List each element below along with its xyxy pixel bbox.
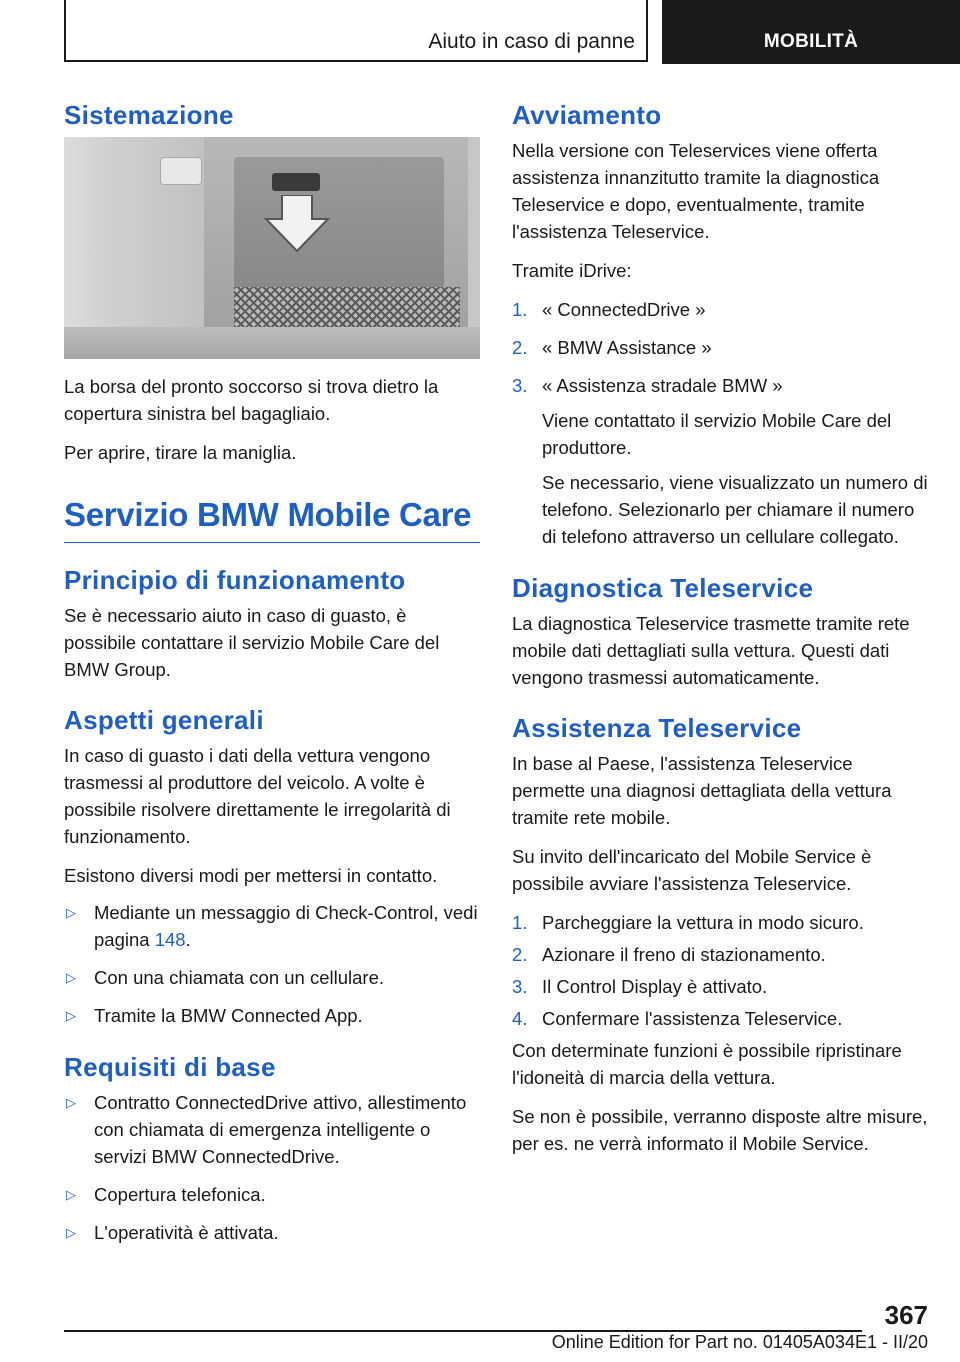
list-item: 2. Azionare il freno di stazionamento. [512,944,826,965]
list-item: 3. Il Control Display è attivato. [512,976,768,997]
paragraph: La diagnostica Teleservice trasmette tramite rete mobile dati dettagliati sulla vettura. Questi dati vengono trasmessi automaticamente. [512,613,910,688]
list-item: ▷ Mediante un messaggio di Check-Control, vedi pagina 148. [64,899,480,953]
chapter-tab: MOBILITÀ [662,0,960,64]
heading-principio: Principio di funzionamento [64,565,406,595]
list-item: ▷ Copertura telefonica. [64,1181,480,1208]
requirements-list [64,1089,480,1246]
list-item: 1. Parcheggiare la vettura in modo sicuro. [512,912,864,933]
list-item: 3. « Assistenza stradale BMW » Viene contattato il servizio Mobile Care del produttore. Se necessario, viene visualizzato un numero di telefono. Selezionarlo per chiamare il numero di telefono attraverso un cellulare collegato. [512,375,928,547]
heading-diagnostica: Diagnostica Teleservice [512,573,814,603]
paragraph: Per aprire, tirare la maniglia. [64,442,297,463]
triangle-bullet-icon: ▷ [66,970,76,985]
heading-servizio: Servizio BMW Mobile Care [64,496,480,543]
heading-sistemazione: Sistemazione [64,100,234,130]
paragraph: In base al Paese, l'assistenza Teleservice permette una diagnosi dettagliata della vettura tramite rete mobile. [512,753,892,828]
left-column [64,100,480,1257]
heading-avviamento: Avviamento [512,100,662,130]
page-link[interactable]: 148 [154,929,186,950]
list-item: 1. « ConnectedDrive » [512,299,706,320]
paragraph: Se non è possibile, verranno disposte altre misure, per es. ne verrà informato il Mobile Service. [512,1106,928,1154]
paragraph: Tramite iDrive: [512,260,632,281]
list-item: 4. Confermare l'assistenza Teleservice. [512,1008,843,1029]
latch-icon [160,157,202,185]
paragraph: La borsa del pronto soccorso si trova dietro la copertura sinistra bel bagagliaio. [64,376,439,424]
paragraph: Nella versione con Teleservices viene offerta assistenza innanzitutto tramite la diagnostica Teleservice e dopo, eventualmente, tramite l'assistenza Teleservice. [512,140,880,242]
section-title: Aiuto in caso di panne [428,30,635,53]
triangle-bullet-icon: ▷ [66,905,76,920]
paragraph: Se è necessario aiuto in caso di guasto, è possibile contattare il servizio Mobile Care del BMW Group. [64,605,440,680]
triangle-bullet-icon: ▷ [66,1225,76,1240]
paragraph: Su invito dell'incaricato del Mobile Service è possibile avviare l'assistenza Teleservice. [512,846,872,894]
contact-methods-list [64,899,480,1029]
paragraph: Esistono diversi modi per mettersi in contatto. [64,865,438,886]
heading-aspetti: Aspetti generali [64,705,264,735]
handle-icon [272,173,320,191]
triangle-bullet-icon: ▷ [66,1187,76,1202]
list-item: ▷ Tramite la BMW Connected App. [64,1002,480,1029]
list-item: ▷ Contratto ConnectedDrive attivo, allestimento con chiamata di emergenza intelligente o servizi BMW ConnectedDrive. [64,1089,480,1170]
triangle-bullet-icon: ▷ [66,1008,76,1023]
right-column [512,100,928,1157]
edition-note: Online Edition for Part no. 01405A034E1 - II/20 [551,1332,928,1352]
heading-requisiti: Requisiti di base [64,1052,276,1082]
net-icon [234,287,460,327]
heading-assistenza: Assistenza Teleservice [512,713,802,743]
paragraph: In caso di guasto i dati della vettura vengono trasmessi al produttore del veicolo. A volte è possibile risolvere direttamente le irregolarità di funzionamento. [64,745,451,847]
page-number: 367 [884,1300,928,1330]
triangle-bullet-icon: ▷ [66,1095,76,1110]
assistenza-steps [512,909,928,1032]
paragraph: Con determinate funzioni è possibile ripristinare l'idoneità di marcia della vettura. [512,1040,902,1088]
list-item: ▷ Con una chiamata con un cellulare. [64,964,480,991]
avviamento-steps [512,296,928,550]
list-item: ▷ L'operatività è attivata. [64,1219,480,1246]
list-item: 2. « BMW Assistance » [512,337,712,358]
arrow-down-icon [262,195,332,255]
first-aid-compartment-illustration [64,137,480,359]
